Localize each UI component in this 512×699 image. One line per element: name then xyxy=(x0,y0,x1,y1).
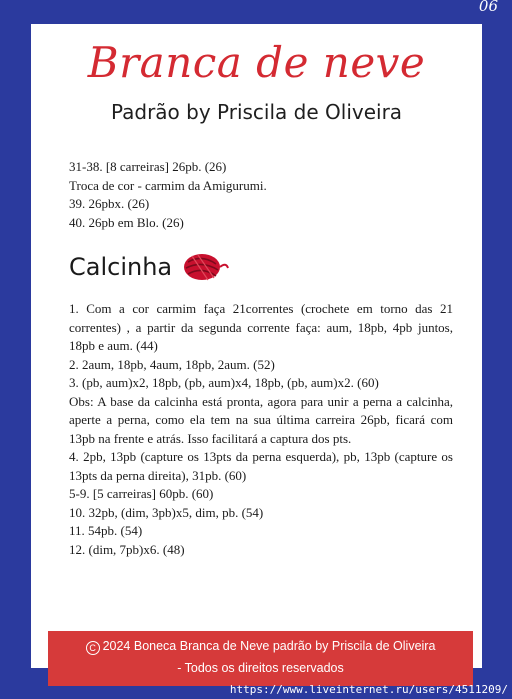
section-title: Calcinha xyxy=(69,253,173,281)
intro-line: 39. 26pbx. (26) xyxy=(69,196,150,211)
section-heading xyxy=(69,250,230,284)
step-line: 5-9. [5 carreiras] 60pb. (60) xyxy=(69,486,214,501)
step-line: 12. (dim, 7pb)x6. (48) xyxy=(69,541,185,557)
yarn-ball-icon xyxy=(178,250,230,284)
page-subtitle: Padrão by Priscila de Oliveira xyxy=(110,100,403,124)
step-line: Obs: A base da calcinha está pronta, agora para unir a perna a calcinha, aperte a perna, como ela tem na sua última carreira 26pb, ficará com 13pb na frente e atrás. Isso facilitará a captura dos pts. xyxy=(69,393,453,446)
step-line: 3. (pb, aum)x2, 18pb, (pb, aum)x4, 18pb, (pb, aum)x2. (60) xyxy=(69,375,379,390)
page-title: Branca de neve xyxy=(87,38,426,87)
footer-line1: 2024 Boneca Branca de Neve padrão by Priscila de Oliveira xyxy=(102,639,436,653)
intro-rows xyxy=(69,158,453,232)
intro-line: 40. 26pb em Blo. (26) xyxy=(69,214,184,230)
copyright-footer xyxy=(48,631,473,686)
pattern-page xyxy=(31,24,482,668)
page-number: 06 xyxy=(478,0,498,15)
copyright-icon: C xyxy=(86,641,100,655)
intro-line: Troca de cor - carmim da Amigurumi. xyxy=(69,177,267,193)
footer-line2: - Todos os direitos reservados xyxy=(177,661,344,675)
step-line: 2. 2aum, 18pb, 4aum, 18pb, 2aum. (52) xyxy=(69,356,275,372)
step-line: 10. 32pb, (dim, 3pb)x5, dim, pb. (54) xyxy=(69,504,264,520)
pattern-steps xyxy=(69,300,453,559)
step-line: 1. Com a cor carmim faça 21correntes (crochete em torno das 21 correntes) , a partir da segunda corrente faça: aum, 18pb, 4pb juntos, 18pb e aum. (44) xyxy=(69,301,453,353)
step-line: 4. 2pb, 13pb (capture os 13pts da perna esquerda), pb, 13pb (capture os 13pts da perna direita), 31pb. (60) xyxy=(69,449,453,483)
step-line: 11. 54pb. (54) xyxy=(69,523,143,538)
intro-line: 31-38. [8 carreiras] 26pb. (26) xyxy=(69,159,227,174)
watermark-url: https://www.liveinternet.ru/users/4511209/ xyxy=(229,683,508,696)
